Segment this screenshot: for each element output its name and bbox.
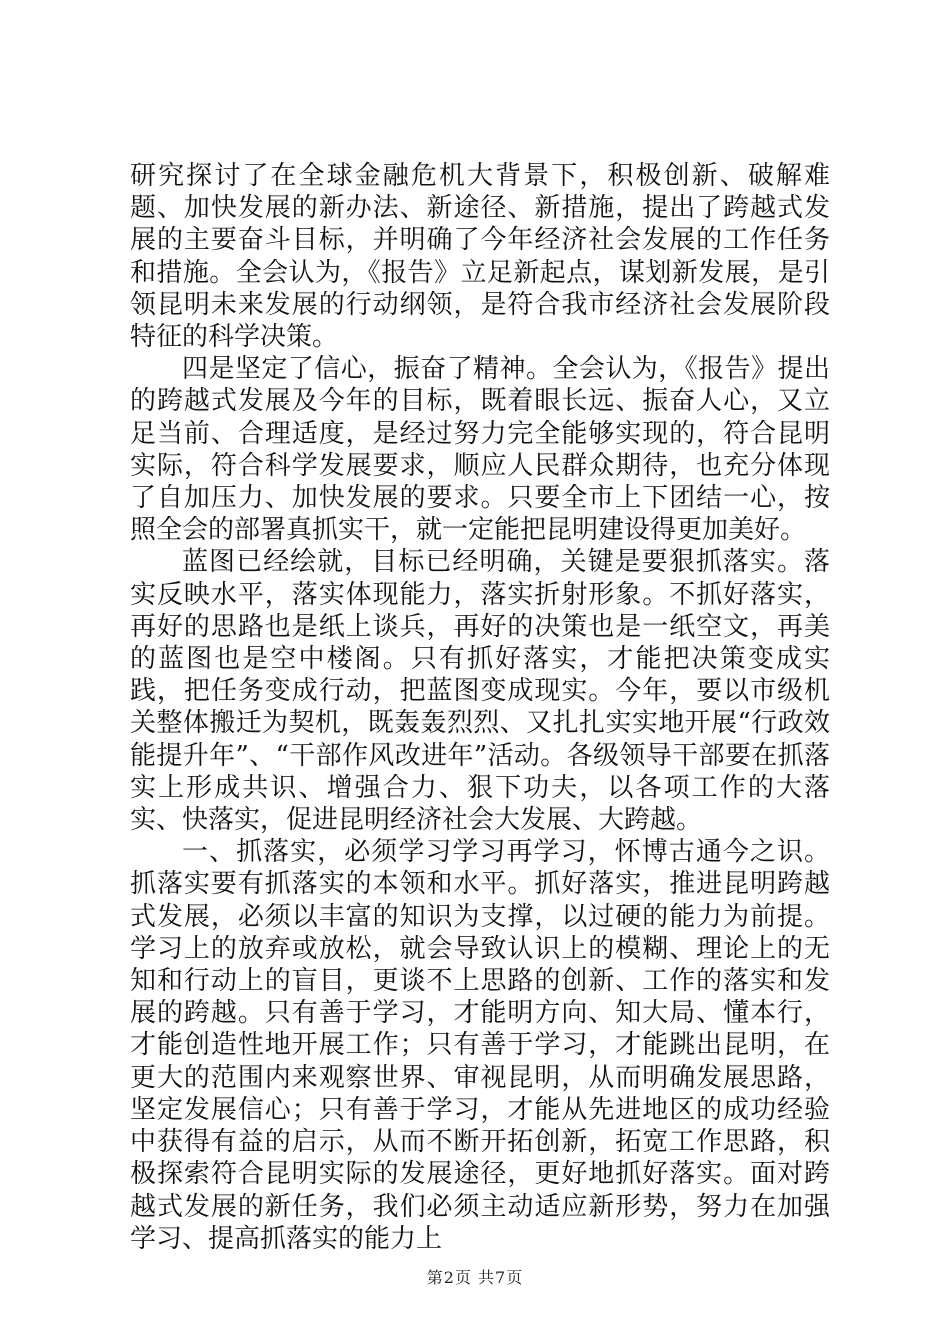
document-body <box>130 160 830 1255</box>
paragraph-1: 研究探讨了在全球金融危机大背景下，积极创新、破解难题、加快发展的新办法、新途径、新措施，提出了跨越式发展的主要奋斗目标，并明确了今年经济社会发展的工作任务和措施。全会认为，《报告》立足新起点，谋划新发展，是引领昆明未来发展的行动纲领，是符合我市经济社会发展阶段特征的科学决策。 <box>130 161 830 353</box>
paragraph-2: 四是坚定了信心，振奋了精神。全会认为，《报告》提出的跨越式发展及今年的目标，既着眼长远、振奋人心，又立足当前、合理适度，是经过努力完全能够实现的，符合昆明实际，符合科学发展要求，顺应人民群众期待，也充分体现了自加压力、加快发展的要求。只要全市上下团结一心，按照全会的部署真抓实干，就一定能把昆明建设得更加美好。 <box>130 354 830 546</box>
page-number-footer: 第2页 共7页 <box>426 1268 524 1287</box>
paragraph-3: 蓝图已经绘就，目标已经明确，关键是要狠抓落实。落实反映水平，落实体现能力，落实折射形象。不抓好落实，再好的思路也是纸上谈兵，再好的决策也是一纸空文，再美的蓝图也是空中楼阁。只有抓好落实，才能把决策变成实践，把任务变成行动，把蓝图变成现实。今年，要以市级机关整体搬迁为契机，既轰轰烈烈、又扎扎实实地开展“行政效能提升年”、“干部作风改进年”活动。各级领导干部要在抓落实上形成共识、增强合力、狠下功夫，以各项工作的大落实、快落实，促进昆明经济社会大发展、大跨越。 <box>130 547 830 836</box>
paragraph-4: 一、抓落实，必须学习学习再学习，怀博古通今之识。抓落实要有抓落实的本领和水平。抓好落实，推进昆明跨越式发展，必须以丰富的知识为支撑，以过硬的能力为前提。学习上的放弃或放松，就会导致认识上的模糊、理论上的无知和行动上的盲目，更谈不上思路的创新、工作的落实和发展的跨越。只有善于学习，才能明方向、知大局、懂本行，才能创造性地开展工作；只有善于学习，才能跳出昆明，在更大的范围内来观察世界、审视昆明，从而明确发展思路，坚定发展信心；只有善于学习，才能从先进地区的成功经验中获得有益的启示，从而不断开拓创新，拓宽工作思路，积极探索符合昆明实际的发展途径，更好地抓好落实。面对跨越式发展的新任务，我们必须主动适应新形势，努力在加强学习、提高抓落实的能力上 <box>130 837 830 1254</box>
